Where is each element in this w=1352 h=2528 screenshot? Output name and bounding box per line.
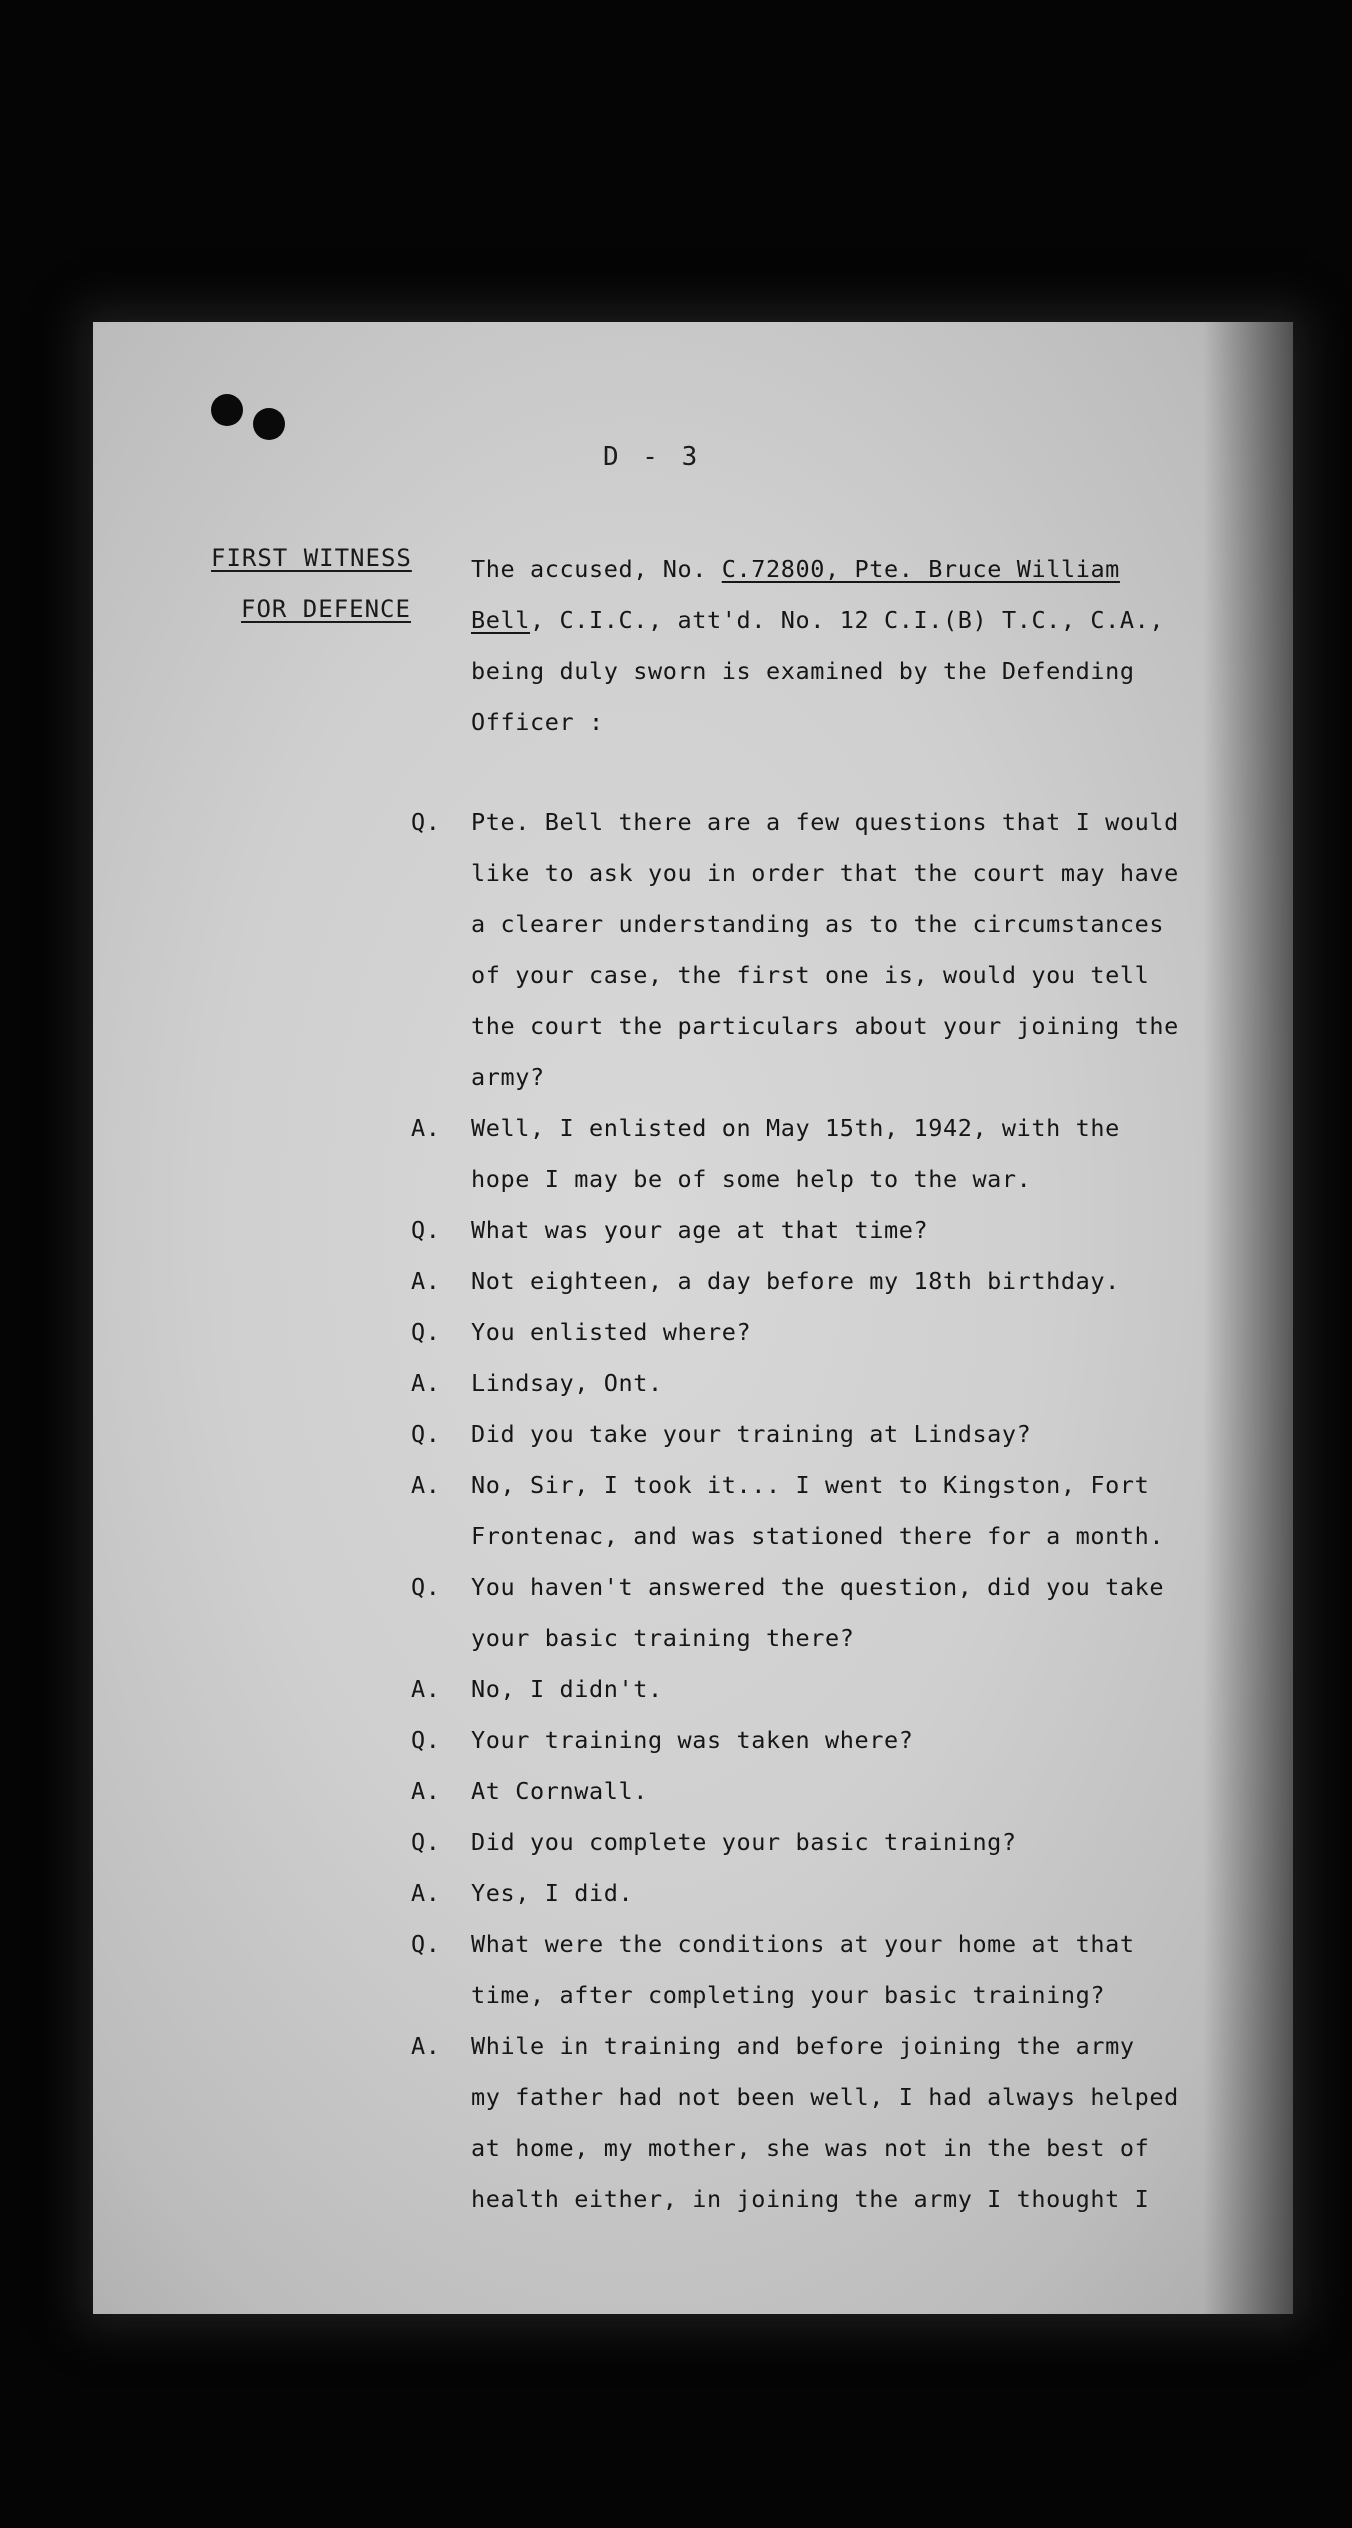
exchange-answer [411,2021,1231,2225]
exchange-answer [411,1868,1231,1919]
intro-line-2 [471,595,1211,646]
punch-hole-icon [211,394,243,426]
speaker-label: Q. [411,1726,441,1754]
speaker-label: A. [411,1471,441,1499]
exchange-text: You haven't answered the question, did you take your basic training there? [471,1573,1165,1652]
speaker-label: A. [411,1114,441,1142]
intro-text-1: The accused, No. [471,555,722,583]
speaker-label: Q. [411,1573,441,1601]
exchange-question [411,797,1231,1103]
exchange-text: You enlisted where? [471,1318,752,1346]
intro-paragraph [471,544,1211,748]
exchange-question [411,1205,1231,1256]
speaker-label: Q. [411,808,441,836]
exchange-question [411,1409,1231,1460]
intro-line-3: being duly sworn is examined by the Defending [471,657,1135,685]
exchange-question [411,1307,1231,1358]
exchange-answer [411,1358,1231,1409]
exchange-answer [411,1460,1231,1562]
document-page [93,322,1293,2314]
exchange-text: Pte. Bell there are a few questions that I would like to ask you in order that the court may have a clearer understanding as to the circumstances of your case, the first one is, would you tell the court the particulars about your joining the army? [471,808,1179,1091]
intro-text-2: , C.I.C., att'd. No. 12 C.I.(B) T.C., C.A., [530,606,1165,634]
exchange-question [411,1919,1231,2021]
exchange-text: Yes, I did. [471,1879,634,1907]
speaker-label: A. [411,1675,441,1703]
exchange-text: Your training was taken where? [471,1726,914,1754]
intro-line-4: Officer : [471,708,604,736]
exchange-question [411,1562,1231,1664]
speaker-label: A. [411,2032,441,2060]
page-number: D - 3 [603,442,702,472]
speaker-label: Q. [411,1930,441,1958]
speaker-label: A. [411,1879,441,1907]
exchange-text: Did you take your training at Lindsay? [471,1420,1032,1448]
speaker-label: Q. [411,1318,441,1346]
exchange-answer [411,1256,1231,1307]
speaker-label: Q. [411,1216,441,1244]
side-label-for-defence: FOR DEFENCE [241,595,411,623]
testimony-exchanges [411,797,1231,2225]
accused-surname: Bell [471,606,530,634]
exchange-text: What was your age at that time? [471,1216,929,1244]
exchange-text: Lindsay, Ont. [471,1369,663,1397]
exchange-text: Did you complete your basic training? [471,1828,1017,1856]
speaker-label: Q. [411,1828,441,1856]
punch-hole-icon [253,408,285,440]
exchange-text: While in training and before joining the army my father had not been well, I had always helped at home, my mother, she was not in the best of health either, in joining the army I thought I [471,2032,1179,2213]
speaker-label: A. [411,1777,441,1805]
exchange-answer [411,1766,1231,1817]
exchange-answer [411,1664,1231,1715]
exchange-question [411,1715,1231,1766]
speaker-label: A. [411,1369,441,1397]
exchange-text: Well, I enlisted on May 15th, 1942, with the hope I may be of some help to the war. [471,1114,1120,1193]
exchange-text: No, Sir, I took it... I went to Kingston, Fort Frontenac, and was stationed there for a month. [471,1471,1165,1550]
exchange-text: What were the conditions at your home at that time, after completing your basic training? [471,1930,1135,2009]
side-label-first-witness: FIRST WITNESS [211,544,412,572]
exchange-text: No, I didn't. [471,1675,663,1703]
speaker-label: A. [411,1267,441,1295]
service-number: C.72800, Pte. Bruce William [721,555,1120,583]
exchange-question [411,1817,1231,1868]
exchange-text: At Cornwall. [471,1777,648,1805]
exchange-answer [411,1103,1231,1205]
intro-line-1 [471,544,1211,595]
speaker-label: Q. [411,1420,441,1448]
exchange-text: Not eighteen, a day before my 18th birthday. [471,1267,1120,1295]
